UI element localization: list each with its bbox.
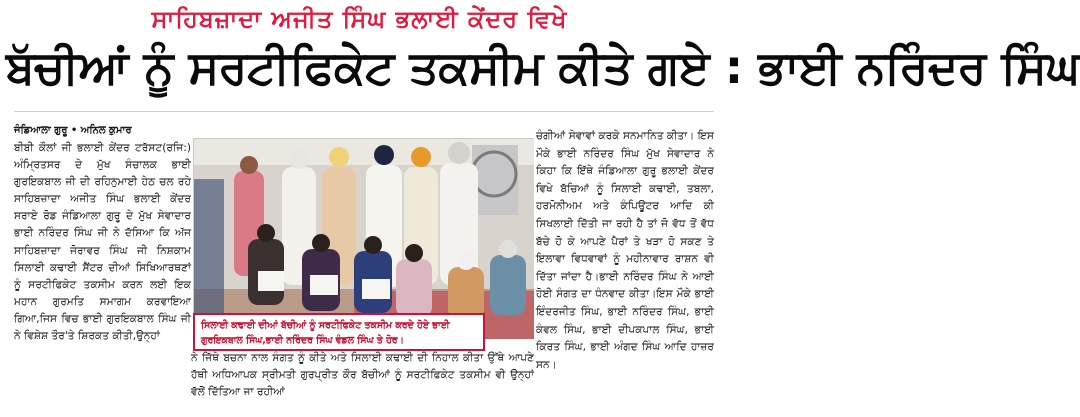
byline: ਜੰਡਿਆਲਾ ਗੁਰੂ • ਅਨਿਲ ਕੁਮਾਰ (14, 125, 132, 136)
photo-caption: ਸਿਲਾਈ ਕਢਾਈ ਦੀਆਂ ਬੱਚੀਆਂ ਨੂੰ ਸਰਟੀਫਿਕੇਟ ਤਕਸੀਮ ਕਰਦੇ ਹੋਏ ਭਾਈ ਗੁਰਇਕਬਾਲ ਸਿੰਘ,ਭਾਈ ਨਰਿੰਦਰ ਸਿੰਘ ਵੰਡਲ ਸਿੰਘ ਤੇ ਹੋਰ। (193, 313, 485, 351)
news-photo (193, 138, 533, 338)
photo-illustration (194, 139, 534, 339)
article-headline: ਬੱਚੀਆਂ ਨੂੰ ਸਰਟੀਫਿਕੇਟ ਤਕਸੀਮ ਕੀਤੇ ਗਏ : ਭਾਈ ਨਰਿੰਦਰ ਸਿੰਘ (6, 40, 1080, 94)
left-column-text: ਬੀਬੀ ਕੌਲਾਂ ਜੀ ਭਲਾਈ ਕੇਂਦਰ ਟਰੱਸਟ(ਰਜਿ:) ਅੰਮ੍ਰਿਤਸਰ ਦੇ ਮੁੱਖ ਸੰਚਾਲਕ ਭਾਈ ਗੁਰਇਕਬਾਲ ਜੀ ਦੀ ਰਹਿਨੁਮਾਈ ਹੇਠ ਚਲ ਰਹੇ ਸਾਹਿਬਜ਼ਾਦਾ ਅਜੀਤ ਸਿੰਘ ਭਲਾਈ ਕੇਂਦਰ ਸਰਾਏ ਰੋਡ ਜੰਡਿਆਲਾ ਗੁਰੂ ਦੇ ਮੁੱਖ ਸੇਵਾਦਾਰ ਭਾਈ ਨਰਿੰਦਰ ਸਿੰਘ ਜੀ ਨੇ ਦੱਸਿਆ ਕਿ ਅੱਜ ਸਾਹਿਬਜ਼ਾਦਾ ਜੋਰਾਵਰ ਸਿੰਘ ਜੀ ਨਿਸ਼ਕਾਮ ਸਿਲਾਈ ਕਢਾਈ ਸੈਂਟਰ ਦੀਆਂ ਸਿਖਿਆਰਥਣਾਂ ਨੂੰ ਸਰਟੀਫਿਕੇਟ ਤਕਸੀਮ ਕਰਨ ਲਈ ਇਕ ਮਹਾਨ ਗੁਰਮਤਿ ਸਮਾਗਮ ਕਰਵਾਇਆ ਗਿਆ,ਜਿਸ ਵਿਚ ਭਾਈ ਗੁਰਇਕਬਾਲ ਸਿੰਘ ਜੀ ਨੇ ਵਿਸ਼ੇਸ਼ ਤੌਰ'ਤੇ ਸ਼ਿਰਕਤ ਕੀਤੀ,ਉਨ੍ਹਾਂ (14, 142, 191, 343)
left-column (14, 124, 191, 416)
bottom-column-text: ਨੇ ਜਿੱਥੇ ਬਚਨਾ ਨਾਲ ਸੰਗਤ ਨੂੰ ਕੀਤੇ ਅਤੇ ਸਿਲਾਈ ਕਢਾਈ ਦੀ ਨਿਹਾਲ ਕੀਤਾ ਉੱਥੇ ਆਪਣੇ ਹੱਥੀ ਅਧਿਆਪਕ ਸ੍ਰੀਮਤੀ ਗੁਰਪ੍ਰੀਤ ਕੌਰ ਬੱਚੀਆਂ ਨੂੰ ਸਰਟੀਫਿਕੇਟ ਤਕਸੀਮ ਵੀ ਉਨ੍ਹਾਂ ਵੱਲੋਂ ਦਿੱਤਿਆ ਜਾ ਰਹੀਆਂ (191, 352, 534, 398)
divider (14, 111, 714, 112)
right-column (536, 128, 714, 416)
article-kicker: ਸਾਹਿਬਜ਼ਾਦਾ ਅਜੀਤ ਸਿੰਘ ਭਲਾਈ ਕੇਂਦਰ ਵਿਖੇ (151, 5, 568, 33)
right-column-text: ਚੰਗੀਆਂ ਸੇਵਾਵਾਂ ਕਰਕੇ ਸਨਮਾਨਿਤ ਕੀਤਾ। ਇਸ ਮੌਕੇ ਭਾਈ ਨਰਿੰਦਰ ਸਿੰਘ ਮੁੱਖ ਸੇਵਾਦਾਰ ਨੇ ਕਿਹਾ ਕਿ ਇੱਥੇ ਜੰਡਿਆਲਾ ਗੁਰੂ ਭਲਾਈ ਕੇਂਦਰ ਵਿਖੇ ਬੱਚਿਆਂ ਨੂੰ ਸਿਲਾਈ ਕਢਾਈ, ਤਬਲਾ, ਹਰਮੋਨੀਅਮ ਅਤੇ ਕੰਪਿਊਟਰ ਆਦਿ ਕੀ ਸਿਖਲਾਈ ਦਿੱਤੀ ਜਾ ਰਹੀ ਹੈ ਤਾਂ ਜੋ ਵੱਧ ਤੋਂ ਵੱਧ ਬੱਚੇ ਹੋ ਕੇ ਆਪਣੇ ਪੈਰਾਂ ਤੇ ਖੜਾ ਹੋ ਸਕਣ ਤੇ ਇਲਾਵਾ ਵਿਧਵਾਵਾਂ ਨੂੰ ਮਹੀਨਾਵਾਰ ਰਾਸ਼ਨ ਵੀ ਦਿੱਤਾ ਜਾਂਦਾ ਹੈ।ਭਾਈ ਨਰਿੰਦਰ ਸਿੰਘ ਨੇ ਆਈ ਹੋਈ ਸੰਗਤ ਦਾ ਧੰਨਵਾਦ ਕੀਤਾ।ਇਸ ਮੌਕੇ ਭਾਈ ਇੰਦਰਜੀਤ ਸਿੰਘ, ਭਾਈ ਨਰਿੰਦਰ ਸਿੰਘ, ਭਾਈ ਕੰਵਲ ਸਿੰਘ, ਭਾਈ ਦੀਪਕਪਾਲ ਸਿੰਘ, ਭਾਈ ਕਿਰਤ ਸਿੰਘ, ਭਾਈ ਅੰਗਦ ਸਿੰਘ ਆਦਿ ਹਾਜ਼ਰ ਸਨ। (536, 130, 714, 371)
